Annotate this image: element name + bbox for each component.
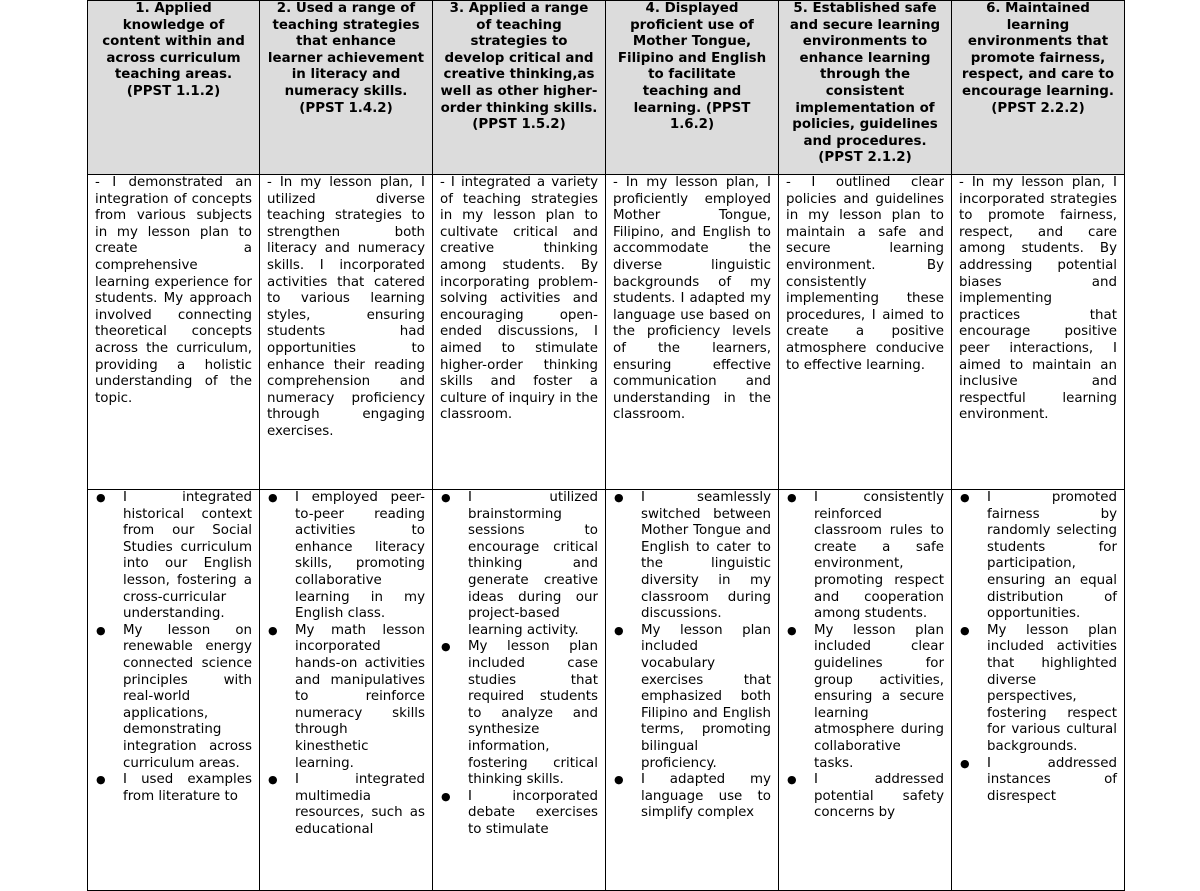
- list-item: ● I incorporated debate exercises to stimulate: [468, 789, 598, 839]
- list-item: ● My lesson plan included vocabulary exercises that emphasized both Filipino and English terms, promoting bilingual proficiency.: [641, 623, 771, 772]
- list-item: ● My math lesson incorporated hands-on activities and manipulatives to reinforce numeracy skills through kinesthetic learning.: [295, 623, 425, 772]
- list-item: ● I promoted fairness by randomly selecting students for participation, ensuring an equal distribution of opportunities.: [987, 490, 1117, 623]
- evidence-list: [613, 490, 771, 822]
- reflection-cell-5: - I outlined clear policies and guidelines in my lesson plan to maintain a safe and secure learning environment. By consistently implementing these procedures, I aimed to create a positive atmosphere conducive to effective learning.: [779, 175, 952, 490]
- list-item: ● I used examples from literature to: [123, 772, 252, 805]
- evidence-list: [786, 490, 944, 822]
- evidence-list: [959, 490, 1117, 805]
- evidence-cell-1: [88, 490, 260, 891]
- header-cell-1: 1. Applied knowledge of content within and across curriculum teaching areas. (PPST 1.1.2): [88, 1, 260, 175]
- header-cell-5: 5. Established safe and secure learning environments to enhance learning through the consistent implementation of policies, guidelines and procedures. (PPST 2.1.2): [779, 1, 952, 175]
- list-item: ● I employed peer-to-peer reading activities to enhance literacy skills, promoting collaborative learning in my English class.: [295, 490, 425, 623]
- reflection-cell-3: - I integrated a variety of teaching strategies in my lesson plan to cultivate critical and creative thinking among students. By incorporating problem-solving activities and encouraging open-ended discussions, I aimed to stimulate higher-order thinking skills and foster a culture of inquiry in the classroom.: [433, 175, 606, 490]
- evidence-list: [95, 490, 252, 805]
- evidence-row: [88, 490, 1125, 891]
- header-cell-6: 6. Maintained learning environments that promote fairness, respect, and care to encourage learning. (PPST 2.2.2): [952, 1, 1125, 175]
- evidence-list: [267, 490, 425, 838]
- list-item: ● I addressed potential safety concerns by: [814, 772, 944, 822]
- evidence-cell-3: [433, 490, 606, 891]
- evidence-cell-6: [952, 490, 1125, 891]
- evidence-list: [440, 490, 598, 838]
- list-item: ● I integrated multimedia resources, such as educational: [295, 772, 425, 838]
- reflection-cell-1: - I demonstrated an integration of concepts from various subjects in my lesson plan to create a comprehensive learning experience for students. My approach involved connecting theoretical concepts across the curriculum, providing a holistic understanding of the topic.: [88, 175, 260, 490]
- list-item: ● My lesson plan included activities that highlighted diverse perspectives, fostering respect for various cultural backgrounds.: [987, 623, 1117, 756]
- indicator-table: [87, 0, 1125, 891]
- list-item: ● I integrated historical context from our Social Studies curriculum into our English lesson, fostering a cross-curricular understanding.: [123, 490, 252, 623]
- evidence-cell-2: [260, 490, 433, 891]
- header-row: [88, 1, 1125, 175]
- list-item: ● My lesson plan included clear guidelines for group activities, ensuring a secure learning atmosphere during collaborative tasks.: [814, 623, 944, 772]
- list-item: ● My lesson on renewable energy connected science principles with real-world applications, demonstrating integration across curriculum areas.: [123, 623, 252, 772]
- list-item: ● My lesson plan included case studies that required students to analyze and synthesize information, fostering critical thinking skills.: [468, 639, 598, 788]
- list-item: ● I consistently reinforced classroom rules to create a safe environment, promoting respect and cooperation among students.: [814, 490, 944, 623]
- list-item: ● I seamlessly switched between Mother Tongue and English to cater to the linguistic diversity in my classroom during discussions.: [641, 490, 771, 623]
- reflection-cell-4: - In my lesson plan, I proficiently employed Mother Tongue, Filipino, and English to accommodate the diverse linguistic backgrounds of my students. I adapted my language use based on the proficiency levels of the learners, ensuring effective communication and understanding in the classroom.: [606, 175, 779, 490]
- header-cell-4: 4. Displayed proficient use of Mother Tongue, Filipino and English to facilitate teaching and learning. (PPST 1.6.2): [606, 1, 779, 175]
- reflection-cell-6: - In my lesson plan, I incorporated strategies to promote fairness, respect, and care among students. By addressing potential biases and implementing practices that encourage positive peer interactions, I aimed to maintain an inclusive and respectful learning environment.: [952, 175, 1125, 490]
- header-cell-3: 3. Applied a range of teaching strategies to develop critical and creative thinking,as well as other higher-order thinking skills. (PPST 1.5.2): [433, 1, 606, 175]
- list-item: ● I utilized brainstorming sessions to encourage critical thinking and generate creative ideas during our project-based learning activity.: [468, 490, 598, 639]
- header-cell-2: 2. Used a range of teaching strategies that enhance learner achievement in literacy and numeracy skills. (PPST 1.4.2): [260, 1, 433, 175]
- evidence-cell-4: [606, 490, 779, 891]
- list-item: ● I addressed instances of disrespect: [987, 756, 1117, 806]
- evidence-cell-5: [779, 490, 952, 891]
- list-item: ● I adapted my language use to simplify complex: [641, 772, 771, 822]
- reflection-row: [88, 175, 1125, 490]
- reflection-cell-2: - In my lesson plan, I utilized diverse teaching strategies to strengthen both literacy and numeracy skills. I incorporated activities that catered to various learning styles, ensuring students had opportunities to enhance their reading comprehension and numeracy proficiency through engaging exercises.: [260, 175, 433, 490]
